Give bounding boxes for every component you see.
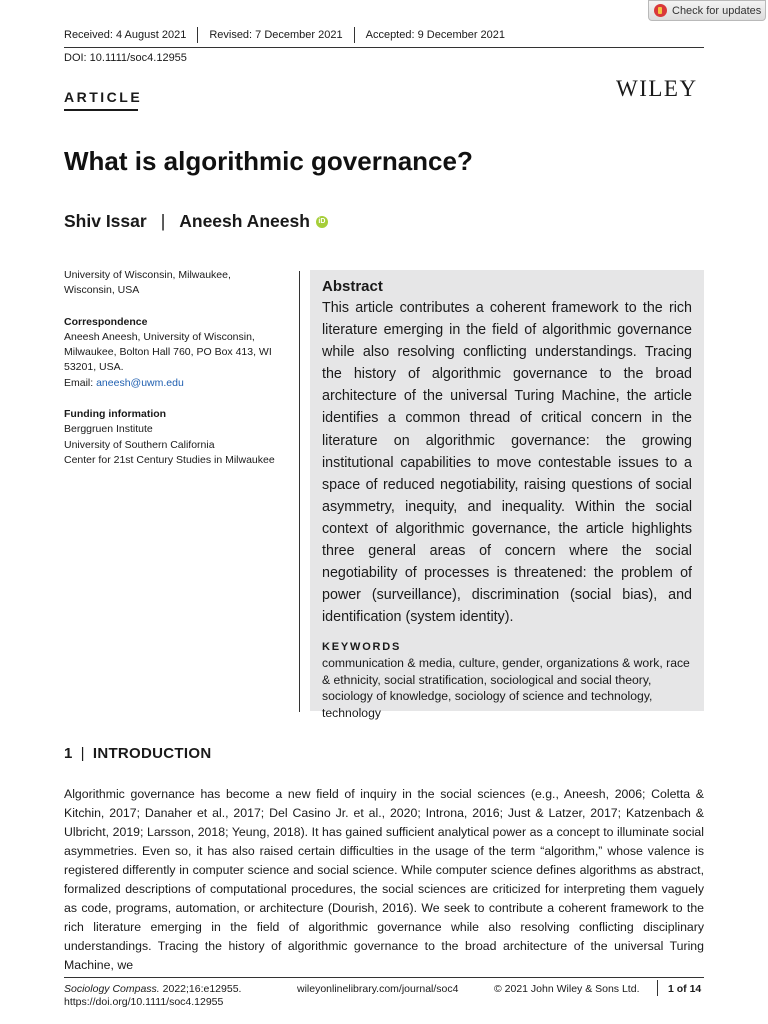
affiliation-line: Wisconsin, USA [64, 284, 140, 297]
divider [197, 27, 198, 43]
funding-line: Berggruen Institute [64, 423, 153, 436]
received-date: Received: 4 August 2021 [64, 29, 187, 41]
funding [64, 407, 292, 468]
abstract-box [310, 270, 704, 720]
keywords-heading: KEYWORDS [322, 641, 402, 654]
author-name[interactable]: Shiv Issar [64, 211, 147, 231]
footer-citation [64, 983, 241, 1009]
page-number: 1 of 14 [668, 983, 702, 995]
section-separator: | [80, 745, 85, 762]
article-dates [64, 29, 505, 43]
journal-name: Sociology Compass. [64, 983, 160, 995]
check-for-updates-button[interactable] [648, 0, 766, 21]
funding-heading: Funding information [64, 408, 167, 421]
correspondence-heading: Correspondence [64, 315, 148, 328]
citation-info: 2022;16:e12955. [159, 983, 242, 995]
footer-doi-link[interactable]: https://doi.org/10.1111/soc4.12955 [64, 996, 224, 1008]
keywords-list: communication & media, culture, gender, organizations & work, race & ethnicity, social stratification, sociological and social theory, sociology of knowledge, sociology of science and technology, technology [322, 656, 690, 720]
footer-website-link[interactable]: wileyonlinelibrary.com/journal/soc4 [297, 983, 459, 995]
email-row [64, 376, 292, 391]
revised-date: Revised: 7 December 2021 [209, 29, 343, 41]
affiliation-line: University of Wisconsin, Milwaukee, [64, 269, 231, 281]
section-number: 1 [64, 745, 73, 762]
author-list [64, 211, 328, 232]
column-divider [299, 271, 300, 712]
affiliation [64, 268, 292, 299]
author-info-column [64, 268, 292, 484]
header-rule [64, 47, 704, 48]
divider [657, 980, 658, 996]
funding-line: Center for 21st Century Studies in Milwaukee [64, 453, 275, 466]
article-title: What is algorithmic governance? [64, 146, 473, 176]
author-separator: | [160, 211, 166, 231]
section-heading [64, 745, 211, 762]
footer-rule [64, 977, 704, 978]
footer-copyright: © 2021 John Wiley & Sons Ltd. [494, 983, 640, 995]
section-title: INTRODUCTION [92, 745, 212, 762]
funding-line: University of Southern California [64, 438, 215, 451]
email-label: Email: [64, 376, 97, 389]
check-for-updates-label: Check for updates [672, 4, 762, 17]
email-link[interactable]: aneesh@uwm.edu [96, 376, 184, 389]
abstract-text: This article contributes a coherent framework to the rich literature emerging in the field of algorithmic governance while also resolving conflicting understandings. Tracing the history of algorithmic governance to the broad architecture of the universal Turing Machine, the article identifies a common thread of critical concern in the literature on algorithmic governance: the growing institutional capabilities to move contestable issues to a space of reduced negotiability, raising questions of social asymmetry, inequity, and inequality. Within the social context of algorithmic governance, the article highlights three general areas of concern where the social negotiability of processes is threatened: the problem of power (surveillance), discrimination (social bias), and identification (system identity). [322, 300, 692, 626]
divider [354, 27, 355, 43]
abstract-heading: Abstract [322, 278, 383, 295]
orcid-icon[interactable]: iD [316, 216, 328, 228]
author-name[interactable]: Aneesh Aneesh [179, 211, 310, 231]
bookmark-icon [654, 4, 667, 17]
article-type-underline [64, 109, 138, 111]
correspondence [64, 315, 292, 391]
publisher-logo: WILEY [616, 76, 698, 101]
correspondence-line: 53201, USA. [64, 361, 124, 374]
accepted-date: Accepted: 9 December 2021 [365, 29, 506, 41]
correspondence-line: Aneesh Aneesh, University of Wisconsin, [64, 330, 255, 343]
article-type-label: ARTICLE [64, 89, 143, 105]
introduction-text: Algorithmic governance has become a new field of inquiry in the social sciences (e.g., Aneesh, 2006; Coletta & Kitchin, 2017; Danaher et al., 2017; Del Casino Jr. et al., 2020; Introna, 2016; Just & Latzer, 2017; Katzenbach & Ulbricht, 2019; Larsson, 2018; Yeung, 2018). It has gained sufficient analytical power as a concept to illuminate social asymmetries. Even so, it has also raised certain difficulties in the usage of the term “algorithm,” whose valence is registered differently in computer science and social science. While computer science defines algorithms as abstract, formalized descriptions of computational procedures, the social sciences are criticized for interpreting them vaguely as code, programs, automation, or architecture (Dourish, 2016). We seek to contribute a coherent framework to the rich literature emerging in the field of algorithmic governance while also resolving conflicting disciplinary understandings. Tracing the history of algorithmic governance to the broad architecture of the universal Turing Machine, we [64, 787, 704, 972]
correspondence-line: Milwaukee, Bolton Hall 760, PO Box 413, WI [64, 346, 272, 359]
doi: DOI: 10.1111/soc4.12955 [64, 52, 187, 64]
